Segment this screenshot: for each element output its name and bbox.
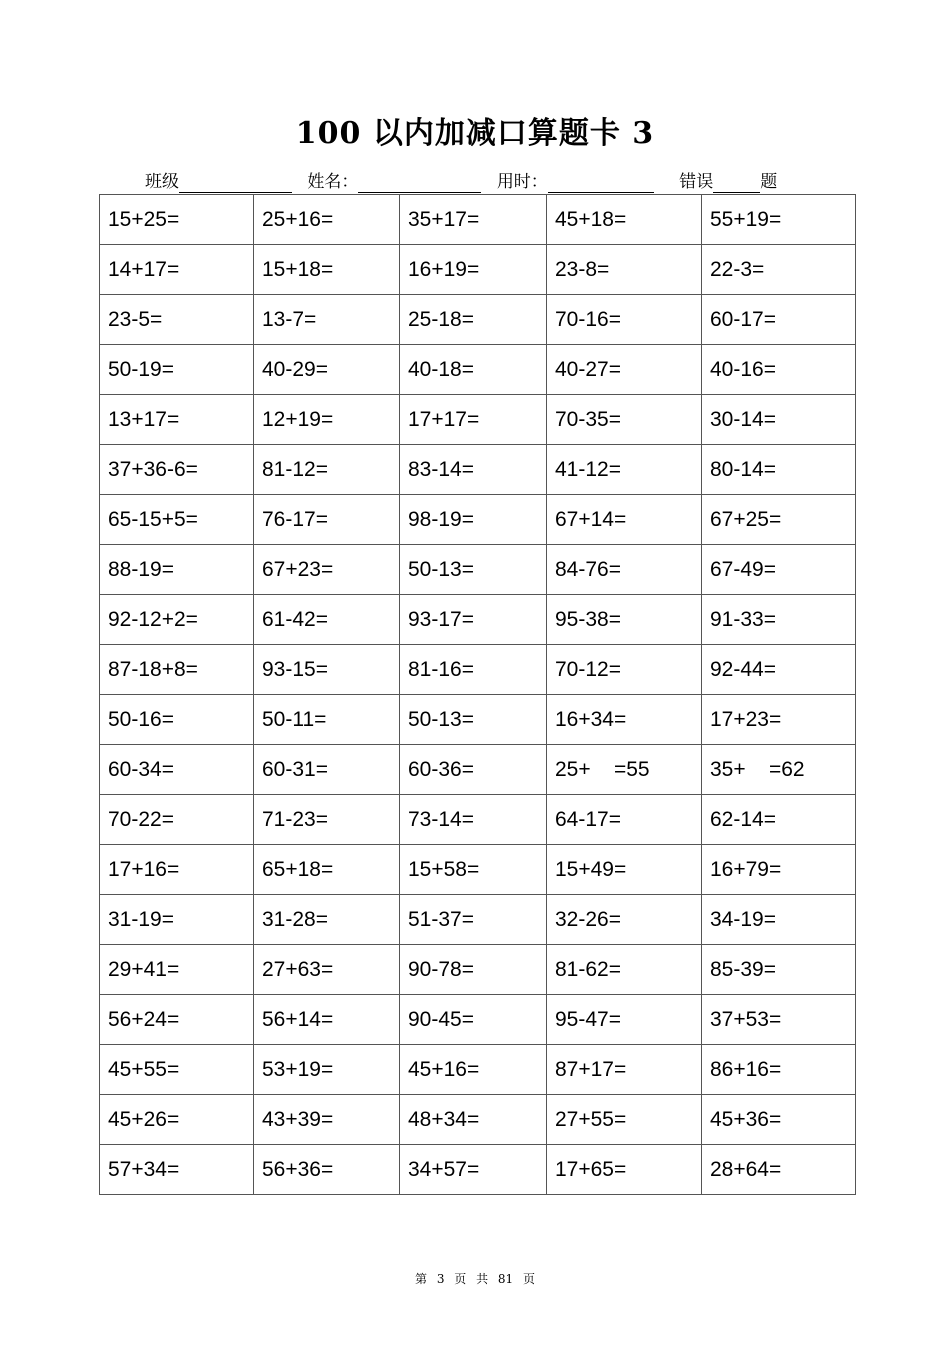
problem-cell[interactable]: 45+55= (100, 1045, 254, 1095)
problem-cell[interactable]: 84-76= (547, 545, 702, 595)
problem-cell[interactable]: 90-78= (400, 945, 547, 995)
problem-cell[interactable]: 67+14= (547, 495, 702, 545)
problem-cell[interactable]: 45+16= (400, 1045, 547, 1095)
problem-cell[interactable]: 56+36= (254, 1145, 400, 1195)
problem-cell[interactable]: 15+18= (254, 245, 400, 295)
problem-cell[interactable]: 40-27= (547, 345, 702, 395)
problem-cell[interactable]: 40-29= (254, 345, 400, 395)
table-row (100, 345, 856, 395)
problem-cell[interactable]: 70-35= (547, 395, 702, 445)
problem-cell[interactable]: 90-45= (400, 995, 547, 1045)
table-row (100, 995, 856, 1045)
problem-cell[interactable]: 15+25= (100, 195, 254, 245)
problem-cell[interactable]: 43+39= (254, 1095, 400, 1145)
errors-suffix: 题 (760, 172, 778, 192)
problem-cell[interactable]: 29+41= (100, 945, 254, 995)
problem-cell[interactable]: 27+63= (254, 945, 400, 995)
table-row (100, 1145, 856, 1195)
problem-cell[interactable]: 85-39= (702, 945, 856, 995)
problem-cell[interactable]: 17+16= (100, 845, 254, 895)
table-row (100, 195, 856, 245)
class-blank[interactable] (179, 174, 292, 193)
problem-cell[interactable]: 92-44= (702, 645, 856, 695)
problem-cell[interactable]: 23-8= (547, 245, 702, 295)
problem-cell[interactable]: 45+36= (702, 1095, 856, 1145)
table-row (100, 395, 856, 445)
problem-cell[interactable]: 40-16= (702, 345, 856, 395)
problem-cell[interactable]: 88-19= (100, 545, 254, 595)
problem-cell[interactable]: 25+16= (254, 195, 400, 245)
table-row (100, 795, 856, 845)
problem-cell[interactable]: 67-49= (702, 545, 856, 595)
problem-cell[interactable]: 40-18= (400, 345, 547, 395)
problem-cell[interactable]: 14+17= (100, 245, 254, 295)
problem-cell[interactable]: 67+25= (702, 495, 856, 545)
problem-cell[interactable]: 31-19= (100, 895, 254, 945)
problem-cell[interactable]: 98-19= (400, 495, 547, 545)
problem-cell[interactable]: 81-12= (254, 445, 400, 495)
problem-cell[interactable]: 83-14= (400, 445, 547, 495)
problem-cell[interactable]: 60-34= (100, 745, 254, 795)
time-label: 用时： (496, 172, 548, 192)
problem-cell[interactable]: 31-28= (254, 895, 400, 945)
table-row (100, 495, 856, 545)
table-row (100, 295, 856, 345)
table-row (100, 845, 856, 895)
table-row (100, 1095, 856, 1145)
problem-cell[interactable]: 22-3= (702, 245, 856, 295)
problem-cell[interactable]: 64-17= (547, 795, 702, 845)
problem-cell[interactable]: 25-18= (400, 295, 547, 345)
problem-cell[interactable]: 73-14= (400, 795, 547, 845)
problem-cell[interactable]: 41-12= (547, 445, 702, 495)
table-row (100, 595, 856, 645)
table-row (100, 945, 856, 995)
problem-cell[interactable]: 95-38= (547, 595, 702, 645)
problem-cell[interactable]: 80-14= (702, 445, 856, 495)
problem-cell[interactable]: 93-15= (254, 645, 400, 695)
problem-cell[interactable]: 32-26= (547, 895, 702, 945)
problem-cell[interactable]: 70-16= (547, 295, 702, 345)
problem-cell[interactable]: 27+55= (547, 1095, 702, 1145)
problem-cell[interactable]: 61-42= (254, 595, 400, 645)
problem-cell[interactable]: 87-18+8= (100, 645, 254, 695)
problem-cell[interactable]: 70-22= (100, 795, 254, 845)
problem-cell[interactable]: 28+64= (702, 1145, 856, 1195)
problem-cell[interactable]: 17+65= (547, 1145, 702, 1195)
problem-cell[interactable]: 23-5= (100, 295, 254, 345)
problem-cell[interactable]: 48+34= (400, 1095, 547, 1145)
problem-cell[interactable]: 13-7= (254, 295, 400, 345)
problem-cell[interactable]: 71-23= (254, 795, 400, 845)
problem-cell[interactable]: 37+53= (702, 995, 856, 1045)
problem-cell[interactable]: 70-12= (547, 645, 702, 695)
problem-cell[interactable]: 35+ =62 (702, 745, 856, 795)
problem-cell[interactable]: 92-12+2= (100, 595, 254, 645)
table-row (100, 445, 856, 495)
problem-cell[interactable]: 57+34= (100, 1145, 254, 1195)
problem-cell[interactable]: 81-62= (547, 945, 702, 995)
errors-label: 错误 (679, 172, 714, 192)
name-label: 姓名： (307, 172, 359, 192)
problem-cell[interactable]: 15+49= (547, 845, 702, 895)
errors-blank[interactable] (713, 174, 760, 193)
problem-cell[interactable]: 34+57= (400, 1145, 547, 1195)
table-row (100, 545, 856, 595)
problem-cell[interactable]: 76-17= (254, 495, 400, 545)
problem-cell[interactable]: 16+79= (702, 845, 856, 895)
page-footer: 第 3 页 共 81 页 (415, 1272, 535, 1286)
problem-cell[interactable]: 25+ =55 (547, 745, 702, 795)
problem-cell[interactable]: 86+16= (702, 1045, 856, 1095)
problem-cell[interactable]: 34-19= (702, 895, 856, 945)
problem-cell[interactable]: 35+17= (400, 195, 547, 245)
table-row (100, 245, 856, 295)
problem-cell[interactable]: 17+17= (400, 395, 547, 445)
problem-cell[interactable]: 65-15+5= (100, 495, 254, 545)
problem-cell[interactable]: 56+24= (100, 995, 254, 1045)
problem-cell[interactable]: 51-37= (400, 895, 547, 945)
problem-cell[interactable]: 87+17= (547, 1045, 702, 1095)
problem-cell[interactable]: 50-13= (400, 545, 547, 595)
table-row (100, 745, 856, 795)
problem-cell[interactable]: 50-16= (100, 695, 254, 745)
problem-cell[interactable]: 60-17= (702, 295, 856, 345)
problem-cell[interactable]: 81-16= (400, 645, 547, 695)
problem-cell[interactable]: 95-47= (547, 995, 702, 1045)
problem-cell[interactable]: 67+23= (254, 545, 400, 595)
page-title: 100 以内加减口算题卡 3 (295, 116, 655, 151)
problem-cell[interactable]: 45+18= (547, 195, 702, 245)
problem-cell[interactable]: 60-31= (254, 745, 400, 795)
problem-cell[interactable]: 56+14= (254, 995, 400, 1045)
table-row (100, 1045, 856, 1095)
problem-cell[interactable]: 65+18= (254, 845, 400, 895)
problem-cell[interactable]: 12+19= (254, 395, 400, 445)
problem-cell[interactable]: 13+17= (100, 395, 254, 445)
problem-cell[interactable]: 50-19= (100, 345, 254, 395)
table-row (100, 695, 856, 745)
problem-cell[interactable]: 55+19= (702, 195, 856, 245)
problem-cell[interactable]: 62-14= (702, 795, 856, 845)
problem-cell[interactable]: 50-13= (400, 695, 547, 745)
problem-cell[interactable]: 93-17= (400, 595, 547, 645)
problem-cell[interactable]: 16+19= (400, 245, 547, 295)
table-row (100, 895, 856, 945)
problem-grid (99, 194, 856, 1195)
problem-cell[interactable]: 15+58= (400, 845, 547, 895)
time-blank[interactable] (548, 174, 654, 193)
student-info-line (145, 171, 777, 193)
problem-cell[interactable]: 45+26= (100, 1095, 254, 1145)
problem-cell[interactable]: 37+36-6= (100, 445, 254, 495)
name-blank[interactable] (358, 174, 481, 193)
class-label: 班级 (145, 172, 179, 192)
problem-cell[interactable]: 60-36= (400, 745, 547, 795)
problem-cell[interactable]: 16+34= (547, 695, 702, 745)
problem-cell[interactable]: 91-33= (702, 595, 856, 645)
problem-cell[interactable]: 30-14= (702, 395, 856, 445)
problem-cell[interactable]: 17+23= (702, 695, 856, 745)
problem-cell[interactable]: 50-11= (254, 695, 400, 745)
table-row (100, 645, 856, 695)
problem-cell[interactable]: 53+19= (254, 1045, 400, 1095)
